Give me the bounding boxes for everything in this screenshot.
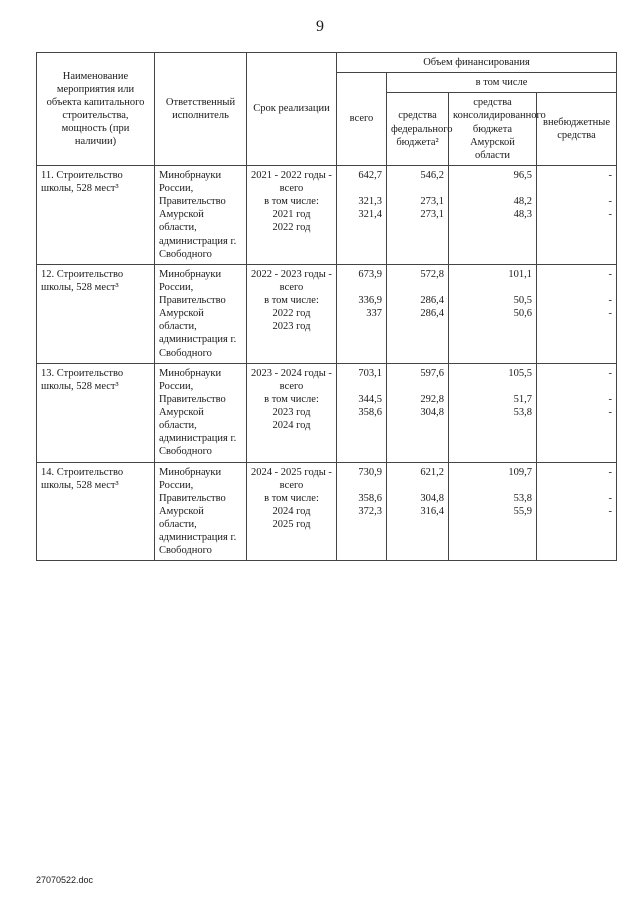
period-value: 2021 - 2022 годы - всего [251, 169, 332, 194]
funding-table [36, 52, 617, 561]
header-period: Срок реализации [247, 53, 337, 166]
period-value: в том числе: [264, 393, 319, 405]
measure-name-cell [37, 165, 155, 264]
regional-value: 101,1 [508, 268, 532, 280]
federal-cell [387, 165, 449, 264]
total-cell [337, 462, 387, 561]
executor-cell: Минобрнауки России, Правительство Амурской области, администрация г. Свободного [155, 363, 247, 462]
federal-cell [387, 462, 449, 561]
table-row [37, 264, 617, 363]
extra-value: - [608, 407, 613, 418]
extra-cell [537, 264, 617, 363]
federal-value: 546,2 [420, 169, 444, 181]
period-value: 2022 год [272, 222, 311, 234]
header-extra: внебюджетные средства [537, 93, 617, 166]
regional-value: 96,5 [513, 169, 532, 181]
period-value: 2022 год [272, 308, 311, 320]
regional-cell [449, 165, 537, 264]
period-value: 2024 год [272, 505, 311, 517]
period-value: 2023 год [272, 407, 311, 418]
executor-cell: Минобрнауки России, Правительство Амурской области, администрация г. Свободного [155, 165, 247, 264]
federal-value: 304,8 [420, 492, 444, 504]
regional-value: 51,7 [513, 393, 532, 405]
total-value: 372,3 [358, 505, 382, 517]
federal-value [391, 479, 444, 492]
federal-value: 273,1 [420, 209, 444, 221]
total-value [341, 380, 382, 393]
extra-value: - [608, 268, 613, 280]
regional-value: 48,3 [513, 209, 532, 221]
header-total: всего [337, 73, 387, 166]
extra-value [541, 182, 612, 195]
period-value: в том числе: [264, 492, 319, 504]
total-value [341, 281, 382, 294]
total-value: 358,6 [358, 407, 382, 418]
extra-value: - [608, 367, 613, 379]
regional-value [453, 479, 532, 492]
period-value: 2024 год [272, 420, 311, 432]
total-value: 336,9 [358, 295, 382, 306]
federal-value: 286,4 [420, 308, 444, 320]
header-volume: Объем финансирования [337, 53, 617, 73]
extra-value: - [608, 393, 613, 405]
extra-value: - [608, 295, 613, 306]
extra-value: - [608, 196, 613, 208]
period-value: в том числе: [264, 196, 319, 208]
period-value: 2023 - 2024 годы - всего [251, 367, 332, 392]
extra-cell [537, 363, 617, 462]
federal-value [391, 281, 444, 294]
footer-document-code: 27070522.doc [36, 875, 94, 885]
table-row [37, 363, 617, 462]
regional-value: 50,6 [513, 308, 532, 320]
regional-value [453, 281, 532, 294]
total-cell [337, 165, 387, 264]
measure-name: Строительство школы, 528 мест³ [41, 268, 124, 293]
regional-cell [449, 264, 537, 363]
executor-cell: Минобрнауки России, Правительство Амурской области, администрация г. Свободного [155, 264, 247, 363]
total-value: 703,1 [358, 367, 382, 379]
table-body [37, 165, 617, 561]
row-number: 11. [41, 169, 54, 181]
extra-cell [537, 462, 617, 561]
total-value [341, 182, 382, 195]
period-value: 2023 год [272, 321, 311, 333]
federal-value: 621,2 [420, 466, 444, 478]
total-value: 337 [366, 308, 382, 320]
period-value: в том числе: [264, 295, 319, 306]
federal-value: 316,4 [420, 505, 444, 517]
measure-name-cell [37, 264, 155, 363]
federal-value: 597,6 [420, 367, 444, 379]
period-value: 2025 год [272, 519, 311, 530]
extra-value: - [608, 466, 613, 478]
extra-value: - [608, 505, 613, 517]
extra-value [541, 479, 612, 492]
regional-value [453, 182, 532, 195]
measure-name-cell [37, 363, 155, 462]
total-cell [337, 363, 387, 462]
measure-name: Строительство школы, 528 мест³ [41, 466, 124, 491]
federal-cell [387, 264, 449, 363]
total-value: 673,9 [358, 268, 382, 280]
row-number: 14. [41, 466, 55, 478]
period-cell [247, 165, 337, 264]
extra-value [541, 281, 612, 294]
total-value: 358,6 [358, 492, 382, 504]
total-value: 730,9 [358, 466, 382, 478]
total-value [341, 479, 382, 492]
table-row [37, 165, 617, 264]
federal-value [391, 182, 444, 195]
regional-value: 105,5 [508, 367, 532, 379]
row-number: 12. [41, 268, 55, 280]
header-federal: средства федерального бюджета² [387, 93, 449, 166]
header-regional: средства консолидированного бюджета Амурской области [449, 93, 537, 166]
period-value: 2022 - 2023 годы - всего [251, 268, 332, 293]
regional-cell [449, 363, 537, 462]
measure-name-cell [37, 462, 155, 561]
extra-value: - [608, 169, 613, 181]
table-row [37, 462, 617, 561]
regional-value: 50,5 [513, 295, 532, 306]
regional-cell [449, 462, 537, 561]
measure-name: Строительство школы, 528 мест³ [41, 367, 124, 392]
extra-value: - [608, 209, 613, 221]
total-value: 321,3 [358, 196, 382, 208]
federal-value [391, 380, 444, 393]
header-executor: Ответственный исполнитель [155, 53, 247, 166]
federal-value: 292,8 [420, 393, 444, 405]
extra-value: - [608, 308, 613, 320]
regional-value [453, 380, 532, 393]
total-value: 642,7 [358, 169, 382, 181]
total-cell [337, 264, 387, 363]
header-name: Наименование мероприятия или объекта капитального строительства, мощность (при наличии) [37, 53, 155, 166]
federal-value: 273,1 [420, 196, 444, 208]
federal-cell [387, 363, 449, 462]
extra-cell [537, 165, 617, 264]
regional-value: 109,7 [508, 466, 532, 478]
regional-value: 48,2 [513, 196, 532, 208]
regional-value: 53,8 [513, 492, 532, 504]
total-value: 321,4 [358, 209, 382, 221]
extra-value: - [608, 492, 613, 504]
federal-value: 286,4 [420, 295, 444, 306]
regional-value: 53,8 [513, 407, 532, 418]
federal-value: 304,8 [420, 407, 444, 418]
row-number: 13. [41, 367, 55, 379]
header-including: в том числе [387, 73, 617, 93]
regional-value: 55,9 [513, 505, 532, 517]
federal-value: 572,8 [420, 268, 444, 280]
period-value: 2021 год [272, 209, 311, 221]
period-value: 2024 - 2025 годы - всего [251, 466, 332, 491]
period-cell [247, 363, 337, 462]
measure-name: Строительство школы, 528 мест³ [41, 169, 123, 194]
period-cell [247, 264, 337, 363]
extra-value [541, 380, 612, 393]
period-cell [247, 462, 337, 561]
total-value: 344,5 [358, 393, 382, 405]
executor-cell: Минобрнауки России, Правительство Амурской области, администрация г. Свободного [155, 462, 247, 561]
page-number: 9 [316, 18, 324, 35]
